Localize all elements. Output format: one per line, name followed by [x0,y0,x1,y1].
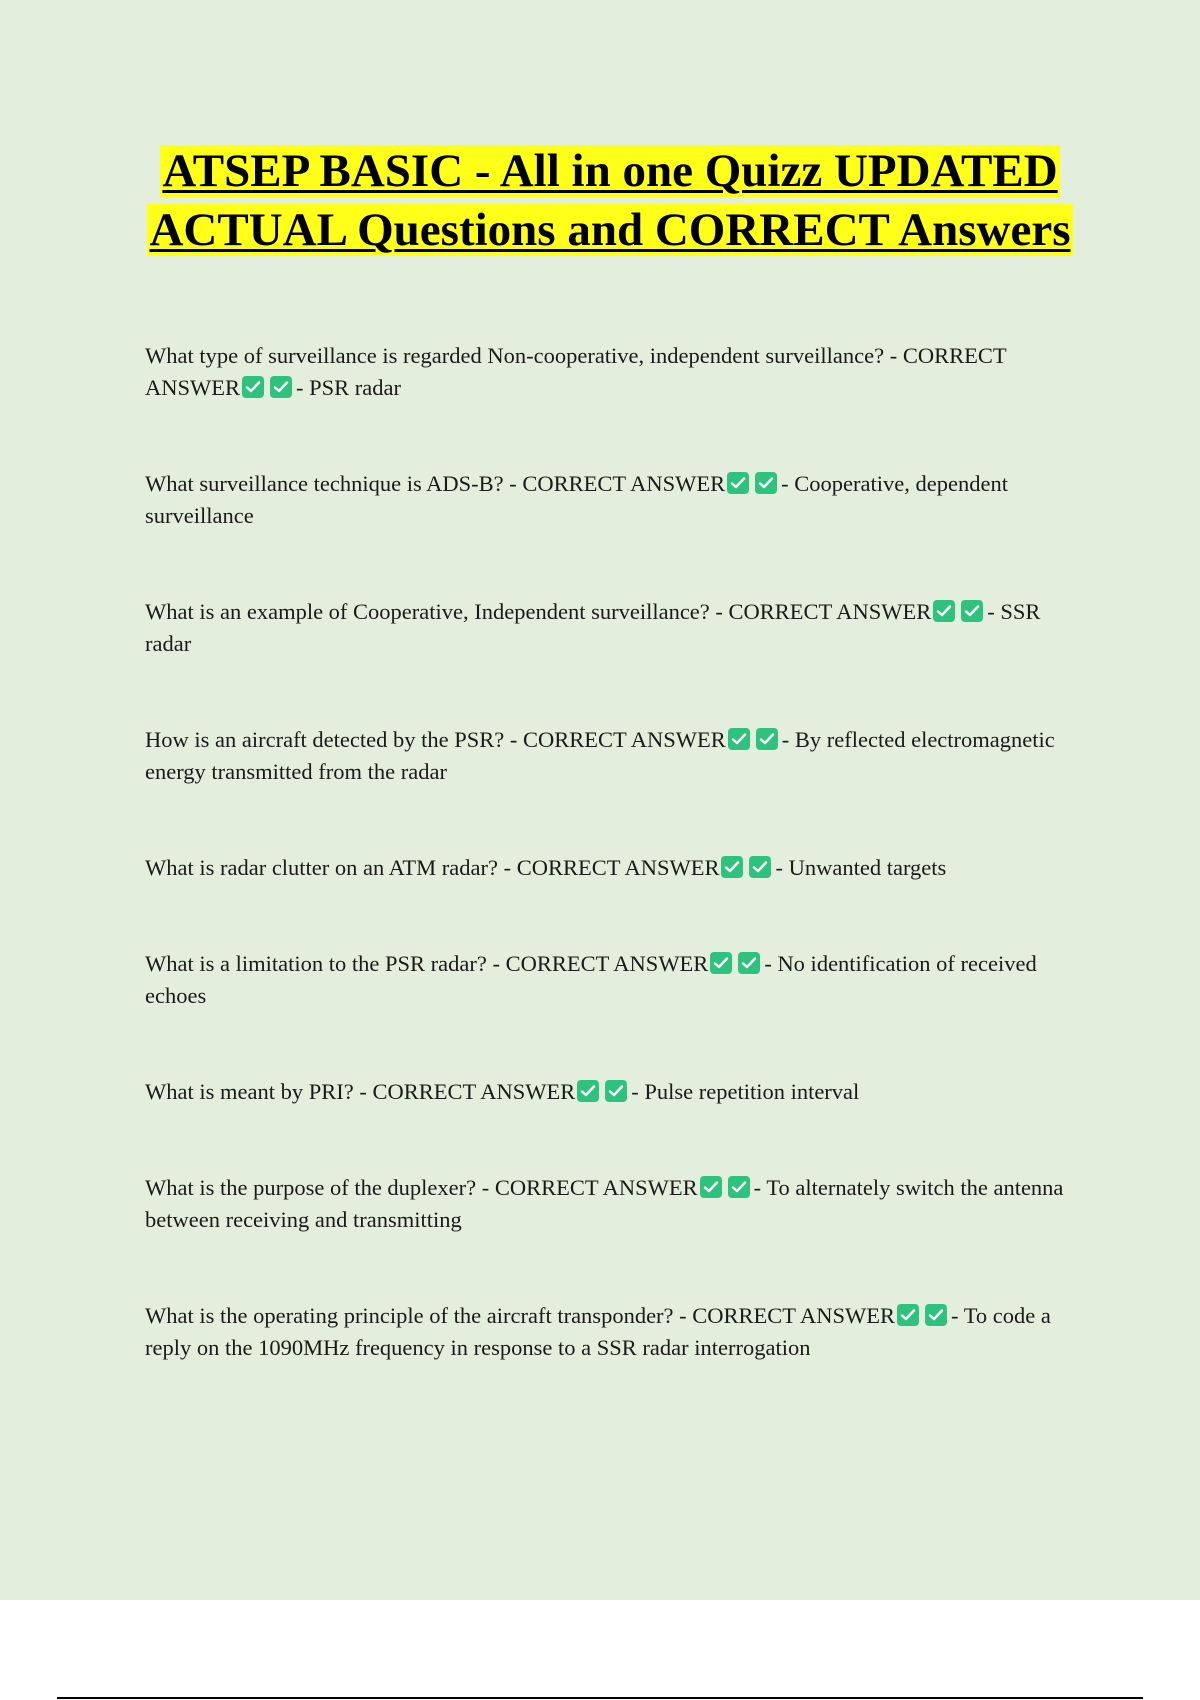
answer-text: Cooperative, dependent surveillance [145,471,1008,528]
qa-item: What is a limitation to the PSR radar? - CORRECT ANSWER - No identification of received echoes [145,951,1037,1008]
checkmark-icon [933,600,955,622]
checkmark-icon [756,728,778,750]
answer-marker: CORRECT ANSWER [494,1175,698,1200]
answer-text: PSR radar [309,375,401,400]
question-text: What type of surveillance is regarded Non-cooperative, independent surveillance? [145,343,885,368]
question-text: What is meant by PRI? [145,1079,354,1104]
answer-text: Pulse repetition interval [644,1079,860,1104]
checkmark-icon [242,376,264,398]
checkmark-icon [728,728,750,750]
checkmark-icon [961,600,983,622]
checkmark-icon [605,1080,627,1102]
checkmark-icon [270,376,292,398]
qa-item: What surveillance technique is ADS-B? - CORRECT ANSWER - Cooperative, dependent surveillance [145,471,1008,528]
answer-text: No identification of received echoes [145,951,1037,1008]
answer-text: By reflected electromagnetic energy transmitted from the radar [145,727,1055,784]
title-block [140,142,1080,260]
question-text: What is radar clutter on an ATM radar? [145,855,498,880]
checkmark-icon [710,952,732,974]
checkmark-icon [721,856,743,878]
footer-divider [57,1697,1143,1699]
answer-marker: CORRECT ANSWER [523,727,726,752]
checkmark-icon [755,472,777,494]
answer-marker: CORRECT ANSWER [516,855,720,880]
question-text: How is an aircraft detected by the PSR? [145,727,505,752]
question-text: What is the purpose of the duplexer? [145,1175,477,1200]
qa-item: What is radar clutter on an ATM radar? - CORRECT ANSWER - Unwanted targets [145,855,947,880]
checkmark-icon [700,1176,722,1198]
question-text: What is an example of Cooperative, Independent surveillance? [145,599,710,624]
qa-item: What is meant by PRI? - CORRECT ANSWER - Pulse repetition interval [145,1079,860,1104]
answer-text: SSR radar [145,599,1041,656]
answer-marker: CORRECT ANSWER [522,471,726,496]
question-text: What is the operating principle of the aircraft transponder? [145,1303,674,1328]
answer-marker: CORRECT ANSWER [728,599,932,624]
answer-text: To code a reply on the 1090MHz frequency in response to a SSR radar interrogation [145,1303,1051,1360]
qa-item: What is an example of Cooperative, Independent surveillance? - CORRECT ANSWER - SSR radar [145,599,1041,656]
question-text: What surveillance technique is ADS-B? [145,471,504,496]
question-text: What is a limitation to the PSR radar? [145,951,487,976]
answer-marker: CORRECT ANSWER [505,951,709,976]
qa-item: What is the purpose of the duplexer? - CORRECT ANSWER - To alternately switch the antenna between receiving and transmitting [145,1175,1064,1232]
checkmark-icon [749,856,771,878]
answer-marker: CORRECT ANSWER [372,1079,576,1104]
answer-marker: CORRECT ANSWER [145,343,1007,400]
checkmark-icon [577,1080,599,1102]
checkmark-icon [925,1304,947,1326]
checkmark-icon [728,1176,750,1198]
title-text: ATSEP BASIC - All in one Quizz UPDATED ACTUAL Questions and CORRECT Answers [149,145,1071,256]
question-list [145,340,1085,1428]
qa-item: What is the operating principle of the aircraft transponder? - CORRECT ANSWER - To code a reply on the 1090MHz frequency in response to a SSR radar interrogation [145,1303,1051,1360]
answer-text: To alternately switch the antenna between receiving and transmitting [145,1175,1064,1232]
answer-marker: CORRECT ANSWER [692,1303,896,1328]
checkmark-icon [897,1304,919,1326]
document-title [140,142,1080,260]
qa-item: What type of surveillance is regarded Non-cooperative, independent surveillance? - CORRECT ANSWER - PSR radar [145,343,1007,400]
checkmark-icon [738,952,760,974]
qa-item: How is an aircraft detected by the PSR? - CORRECT ANSWER - By reflected electromagnetic energy transmitted from the radar [145,727,1055,784]
checkmark-icon [727,472,749,494]
answer-text: Unwanted targets [788,855,947,880]
